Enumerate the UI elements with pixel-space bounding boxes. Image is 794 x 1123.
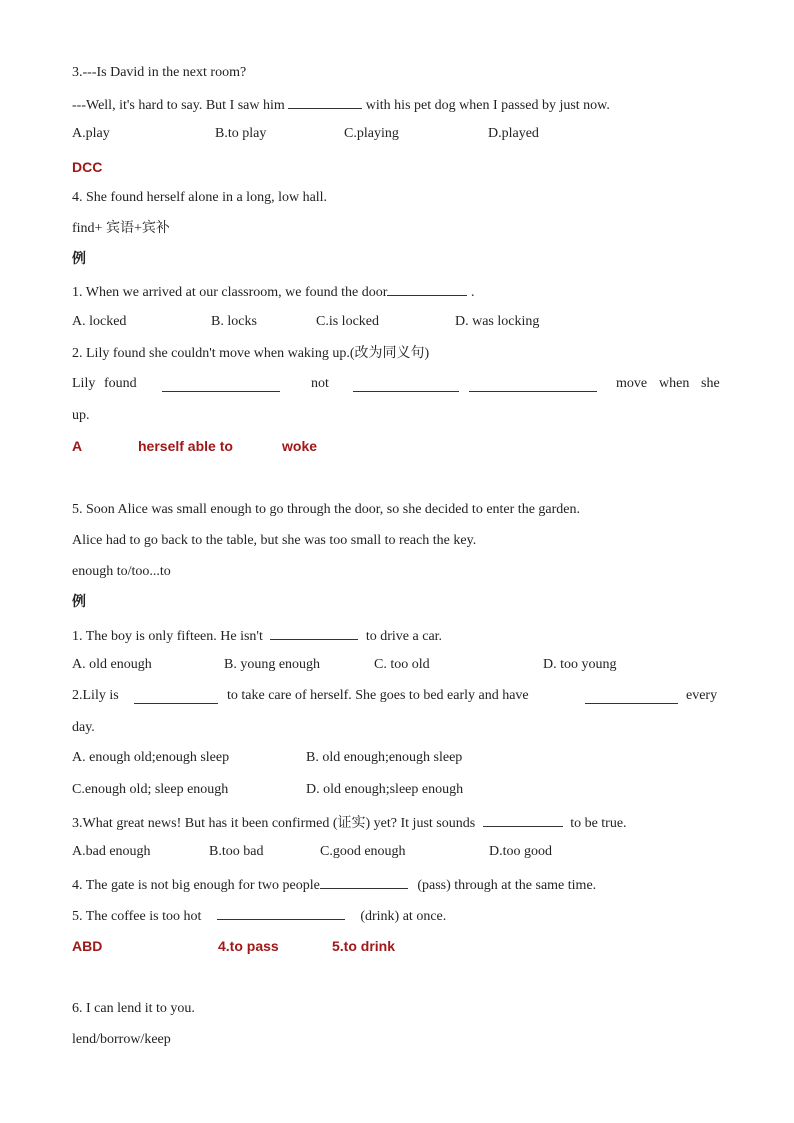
q3-option-c: C.playing [344,126,399,141]
q5-ex4 [72,875,596,895]
q4-ex1 [72,282,474,302]
q5-ex5-blank[interactable] [217,906,345,920]
q4-ex2-tail: up. [72,408,90,423]
q6-sentence: 6. I can lend it to you. [72,1001,195,1016]
q4-ex2-word: found [104,376,137,391]
q3-option-a: A.play [72,126,110,141]
q4-ex1-option-c: C.is locked [316,314,379,329]
q5-ex2-option-b: B. old enough;enough sleep [306,750,463,765]
q5-sentence-2: Alice had to go back to the table, but she was too small to reach the key. [72,533,477,548]
q3-reply-end: with his pet dog when I passed by just now. [365,98,610,113]
q5-ex5-end: (drink) at once. [360,909,447,924]
q5-ex5-start: 5. The coffee is too hot [72,909,202,924]
q5-ex2-end: every [686,688,718,703]
q4-ex1-blank[interactable] [387,282,467,296]
q5-answer-3: 5.to drink [332,938,396,954]
q5-ex2-option-c: C.enough old; sleep enough [72,782,229,797]
q4-ex1-option-a: A. locked [72,314,127,329]
q4-ex2-word: she [701,376,720,391]
q4-ex2-word: move [616,376,648,391]
q5-answer-2: 4.to pass [218,938,279,954]
q5-ex3-start: 3.What great news! But has it been confirmed (证实) yet? It just sounds [72,816,476,831]
q4-answer-3: woke [282,438,318,454]
q5-ex4-start: 4. The gate is not big enough for two people [72,878,320,893]
q5-ex1-option-b: B. young enough [224,657,321,672]
q4-sentence: 4. She found herself alone in a long, low hall. [72,190,328,205]
q5-ex2-start: 2.Lily is [72,688,119,703]
q5-answer-1: ABD [72,938,103,954]
q4-ex2-blank-3[interactable] [469,378,597,392]
q5-ex3-end: to be true. [570,816,627,831]
q5-sentence-1: 5. Soon Alice was small enough to go through the door, so she decided to enter the garden. [72,502,580,517]
q3-option-d: D.played [488,126,539,141]
q5-ex3-option-b: B.too bad [209,844,264,859]
q5-ex2-mid: to take care of herself. She goes to bed early and have [227,688,529,703]
q5-ex2-blank-2[interactable] [585,690,678,704]
q4-answer-2: herself able to [138,438,233,454]
q4-ex1-text: 1. When we arrived at our classroom, we found the door [72,285,388,300]
q5-ex2-blank-1[interactable] [134,690,218,704]
q5-ex1 [72,626,442,646]
q5-ex3-option-d: D.too good [489,844,552,859]
q4-ex2: 2. Lily found she couldn't move when waking up.(改为同义句) [72,346,430,361]
q5-ex1-option-a: A. old enough [72,657,152,672]
q3-blank[interactable] [288,95,362,109]
q3-answer: DCC [72,159,103,175]
q5-ex1-blank[interactable] [270,626,358,640]
q5-ex1-start: 1. The boy is only fifteen. He isn't [72,629,263,644]
q4-ex1-end: . [470,285,475,300]
q4-answer-1: A [72,438,83,454]
q5-ex3-option-c: C.good enough [320,844,406,859]
q5-ex2-option-d: D. old enough;sleep enough [306,782,464,797]
q5-example-label: 例 [72,595,86,610]
q3-question: 3.---Is David in the next room? [72,65,247,80]
q5-ex1-option-d: D. too young [543,657,617,672]
q3-reply-start: ---Well, it's hard to say. But I saw him [72,98,285,113]
q5-ex3-option-a: A.bad enough [72,844,151,859]
q4-pattern: find+ 宾语+宾补 [72,221,170,236]
q4-ex1-option-b: B. locks [211,314,257,329]
q6-pattern: lend/borrow/keep [72,1032,171,1047]
q5-ex5 [72,906,446,926]
q4-ex2-word: not [311,376,329,391]
q4-ex2-blank-2[interactable] [353,378,459,392]
q4-ex2-blank-1[interactable] [162,378,280,392]
q5-ex3-blank[interactable] [483,813,563,827]
q5-ex1-option-c: C. too old [374,657,430,672]
q5-ex1-end: to drive a car. [365,629,443,644]
q5-ex4-end: (pass) through at the same time. [417,878,597,893]
q3-reply [72,95,610,115]
q5-ex3 [72,813,627,833]
q4-ex1-option-d: D. was locking [455,314,540,329]
q4-ex2-word: when [659,376,690,391]
q5-ex4-blank[interactable] [320,875,408,889]
q5-ex2-option-a: A. enough old;enough sleep [72,750,230,765]
q3-option-b: B.to play [215,126,267,141]
q4-example-label: 例 [72,252,86,267]
q5-ex2-tail: day. [72,720,95,735]
q4-ex2-word: Lily [72,376,96,391]
q5-pattern: enough to/too...to [72,564,171,579]
